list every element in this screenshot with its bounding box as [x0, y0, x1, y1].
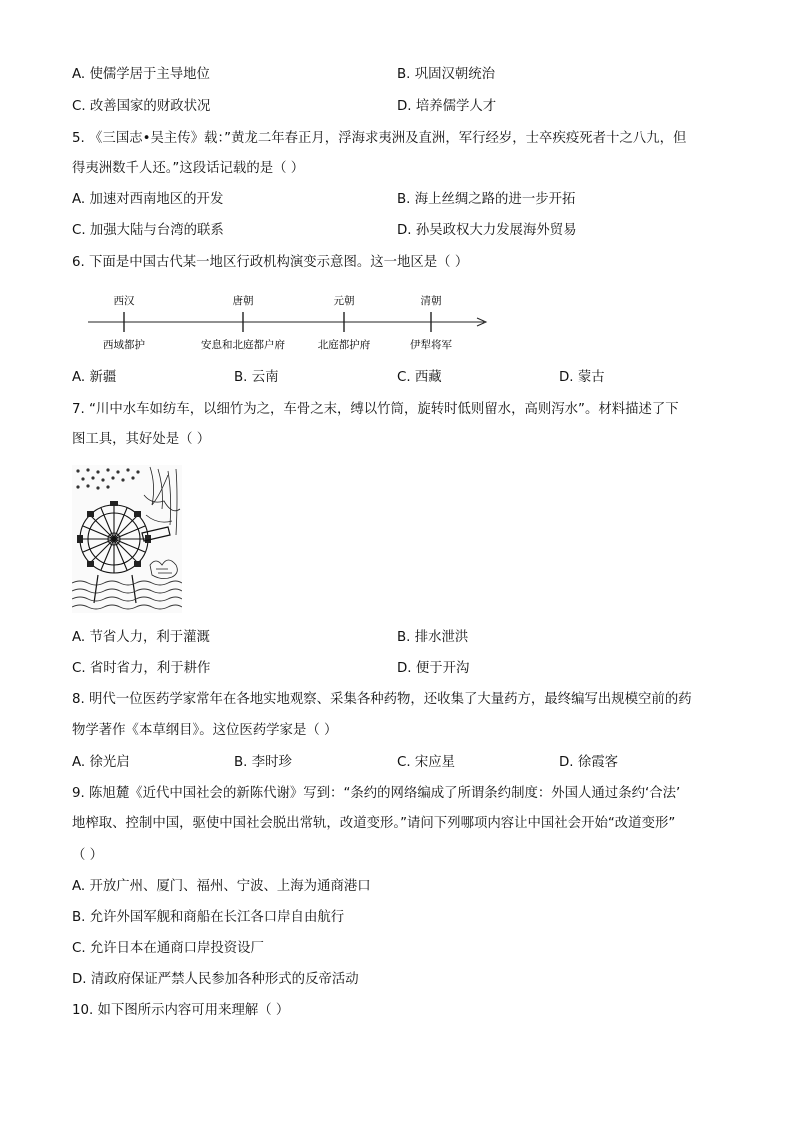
- q8-option-c[interactable]: C. 宋应星: [397, 755, 456, 770]
- q5-option-c[interactable]: C. 加强大陆与台湾的联系: [72, 223, 224, 238]
- timeline-agency-1: 安息和北庭都户府: [201, 339, 285, 351]
- q9-stem-line3: （ ）: [72, 848, 104, 863]
- q5-option-d[interactable]: D. 孙吴政权大力发展海外贸易: [397, 223, 577, 238]
- q9-option-b[interactable]: B. 允许外国军舰和商船在长江各口岸自由航行: [72, 910, 345, 925]
- q4-option-b[interactable]: B. 巩固汉朝统治: [397, 67, 496, 82]
- q9-stem-line1: 9. 陈旭麓《近代中国社会的新陈代谢》写到：“条约的网络编成了所谓条约制度：外国人通过条约‘合法’: [72, 786, 681, 801]
- q8-option-d[interactable]: D. 徐霞客: [559, 755, 618, 770]
- q7-option-b[interactable]: B. 排水泄洪: [397, 630, 469, 645]
- q5-option-b[interactable]: B. 海上丝绸之路的进一步开拓: [397, 192, 576, 207]
- timeline-period-3: 清朝: [420, 295, 442, 307]
- q6-timeline-diagram: [84, 290, 494, 360]
- q6-option-d[interactable]: D. 蒙古: [559, 370, 605, 385]
- q9-option-c[interactable]: C. 允许日本在通商口岸投资设厂: [72, 941, 264, 956]
- q7-option-c[interactable]: C. 省时省力，利于耕作: [72, 661, 211, 676]
- q7-stem-line2: 图工具，其好处是（ ）: [72, 432, 211, 447]
- q9-stem-line2: 地榨取、控制中国，驱使中国社会脱出常轨，改道变形。”请问下列哪项内容让中国社会开始“改道变形”: [72, 816, 676, 831]
- q5-option-a[interactable]: A. 加速对西南地区的开发: [72, 192, 224, 207]
- q6-option-b[interactable]: B. 云南: [234, 370, 279, 385]
- q8-stem-line2: 物学著作《本草纲目》。这位医药学家是（ ）: [72, 723, 338, 738]
- q8-stem-line1: 8. 明代一位医药学家常年在各地实地观察、采集各种药物，还收集了大量药方，最终编写出规模空前的药: [72, 692, 692, 707]
- q8-option-a[interactable]: A. 徐光启: [72, 755, 130, 770]
- q6-option-c[interactable]: C. 西藏: [397, 370, 442, 385]
- q6-option-a[interactable]: A. 新疆: [72, 370, 117, 385]
- q9-option-d[interactable]: D. 清政府保证严禁人民参加各种形式的反帝活动: [72, 972, 359, 987]
- q4-option-d[interactable]: D. 培养儒学人才: [397, 99, 497, 114]
- timeline-agency-3: 伊犁将军: [410, 339, 452, 351]
- q10-stem: 10. 如下图所示内容可用来理解（ ）: [72, 1003, 290, 1018]
- timeline-period-0: 西汉: [113, 295, 135, 307]
- waterwheel-illustration-icon: [72, 465, 182, 613]
- q8-option-b[interactable]: B. 李时珍: [234, 755, 292, 770]
- q7-option-d[interactable]: D. 便于开沟: [397, 661, 470, 676]
- q5-stem-line2: 得夷洲数千人还。”这段话记载的是（ ）: [72, 161, 305, 176]
- q5-stem-line1: 5. 《三国志•吴主传》载：”黄龙二年春正月，浮海求夷洲及直洲，军行经岁，士卒疾疫死者十之八九，但: [72, 131, 687, 146]
- q4-option-c[interactable]: C. 改善国家的财政状况: [72, 99, 211, 114]
- q7-option-a[interactable]: A. 节省人力，利于灌溉: [72, 630, 210, 645]
- timeline-period-2: 元朝: [333, 295, 355, 307]
- q6-stem: 6. 下面是中国古代某一地区行政机构演变示意图。这一地区是（ ）: [72, 255, 469, 270]
- timeline-agency-0: 西域都护: [103, 339, 145, 351]
- q9-option-a[interactable]: A. 开放广州、厦门、福州、宁波、上海为通商港口: [72, 879, 371, 894]
- q7-stem-line1: 7. “川中水车如纺车，以细竹为之，车骨之末，缚以竹筒，旋转时低则留水，高则泻水”。材料描述了下: [72, 402, 679, 417]
- q4-option-a[interactable]: A. 使儒学居于主导地位: [72, 67, 210, 82]
- timeline-period-1: 唐朝: [232, 295, 254, 307]
- timeline-agency-2: 北庭都护府: [317, 339, 371, 351]
